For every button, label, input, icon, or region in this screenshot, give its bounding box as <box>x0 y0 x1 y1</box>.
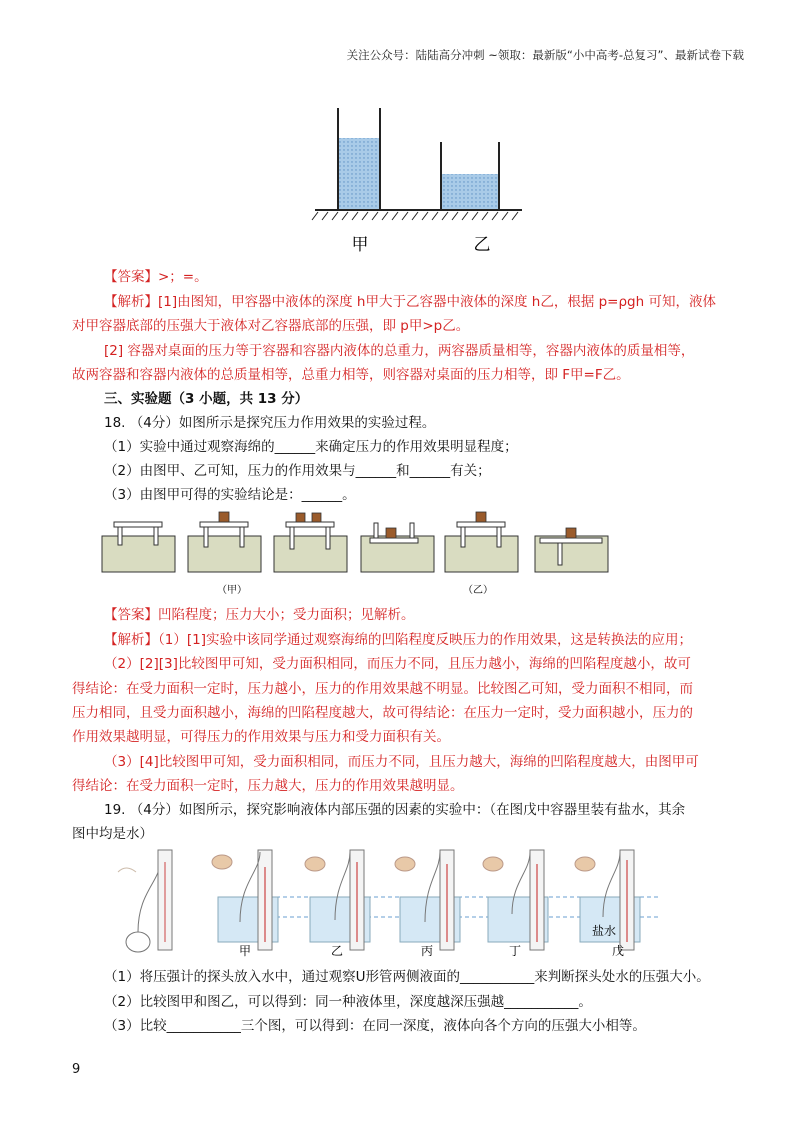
q18-title: 18. （4分）如图所示是探究压力作用效果的实验过程。 <box>104 415 436 431</box>
q18-analysis-2: （2）[2][3]比较图甲可知，受力面积相同，而压力不同，且压力越小，海绵的凹陷程度越小，故可 <box>104 656 691 672</box>
q18-sub2: （2）由图甲、乙可知，压力的作用效果与______和______有关； <box>104 463 491 479</box>
q18-analysis-7: 得结论：在受力面积一定时，压力越大，压力的作用效果越明显。 <box>72 778 464 794</box>
section-heading: 三、实验题（3 小题，共 13 分） <box>104 391 309 407</box>
q19-title-line1: 19. （4分）如图所示，探究影响液体内部压强的因素的实验中：（在图戊中容器里装有盐水，其余 <box>104 802 686 818</box>
q18-analysis-6: （3）[4]比较图甲可知，受力面积相同，而压力不同，且压力越大，海绵的凹陷程度越大，由图甲可 <box>104 754 699 770</box>
q18-analysis-3: 得结论：在受力面积一定时，压力越小，压力的作用效果越不明显。比较图乙可知，受力面积不相同，而 <box>72 681 693 697</box>
pressure-gauge-figure <box>100 842 680 967</box>
fig3-label-ding: 丁 <box>508 944 522 958</box>
q18-sub3: （3）由图甲可得的实验结论是：______。 <box>104 487 356 503</box>
fig3-label-bing: 丙 <box>420 944 434 958</box>
fig1-label-right: 乙 <box>473 235 491 255</box>
q17-analysis-line2: 对甲容器底部的压强大于液体对乙容器底部的压强，即 p甲>p乙。 <box>72 318 470 334</box>
fig3-label-jia: 甲 <box>238 944 252 958</box>
q17-analysis-line1: 【解析】[1]由图知，甲容器中液体的深度 h甲大于乙容器中液体的深度 h乙，根据 p=ρgh 可知，液体 <box>104 294 716 310</box>
fig2-label-jia: （甲） <box>217 585 247 596</box>
sponge-figure <box>100 510 630 600</box>
q18-analysis-4: 压力相同，且受力面积越小，海绵的凹陷程度越大，故可得结论：在压力一定时，受力面积越小，压力的 <box>72 705 693 721</box>
fig2-label-yi: （乙） <box>463 585 493 596</box>
q18-sub1: （1）实验中通过观察海绵的______来确定压力的作用效果明显程度； <box>104 439 518 455</box>
page-number: 9 <box>72 1062 81 1077</box>
q19-sub3: （3）比较___________三个图，可以得到：在同一深度，液体向各个方向的压强大小相等。 <box>104 1018 646 1034</box>
q19-sub1: （1）将压强计的探头放入水中，通过观察U形管两侧液面的___________来判断探头处水的压强大小。 <box>104 969 710 985</box>
q18-answer: 【答案】凹陷程度；压力大小；受力面积；见解析。 <box>104 607 415 623</box>
page-header: 关注公众号：陆陆高分冲刺 ~领取：最新版“小中高考-总复习”、最新试卷下载 <box>346 48 744 62</box>
fig1-label-left: 甲 <box>351 235 369 255</box>
q17-analysis-line3: [2] 容器对桌面的压力等于容器和容器内液体的总重力，两容器质量相等，容器内液体的质量相等， <box>104 343 695 359</box>
q17-answer: 【答案】>；=。 <box>104 269 208 285</box>
q19-title-line2: 图中均是水） <box>72 826 153 842</box>
q18-analysis-5: 作用效果越明显，可得压力的作用效果与压力和受力面积有关。 <box>72 729 450 745</box>
fig3-label-wu: 戊 <box>611 944 625 958</box>
q17-analysis-line4: 故两容器和容器内液体的总质量相等，总重力相等，则容器对桌面的压力相等，即 F甲=F乙。 <box>72 367 630 383</box>
fig3-label-yi: 乙 <box>330 944 344 958</box>
q19-sub2: （2）比较图甲和图乙，可以得到：同一种液体里，深度越深压强越___________。 <box>104 994 592 1010</box>
q18-analysis-1: 【解析】（1）[1]实验中该同学通过观察海绵的凹陷程度反映压力的作用效果，这是转换法的应用； <box>104 632 692 648</box>
fig3-label-salt: 盐水 <box>591 924 617 938</box>
containers-figure <box>310 100 530 260</box>
